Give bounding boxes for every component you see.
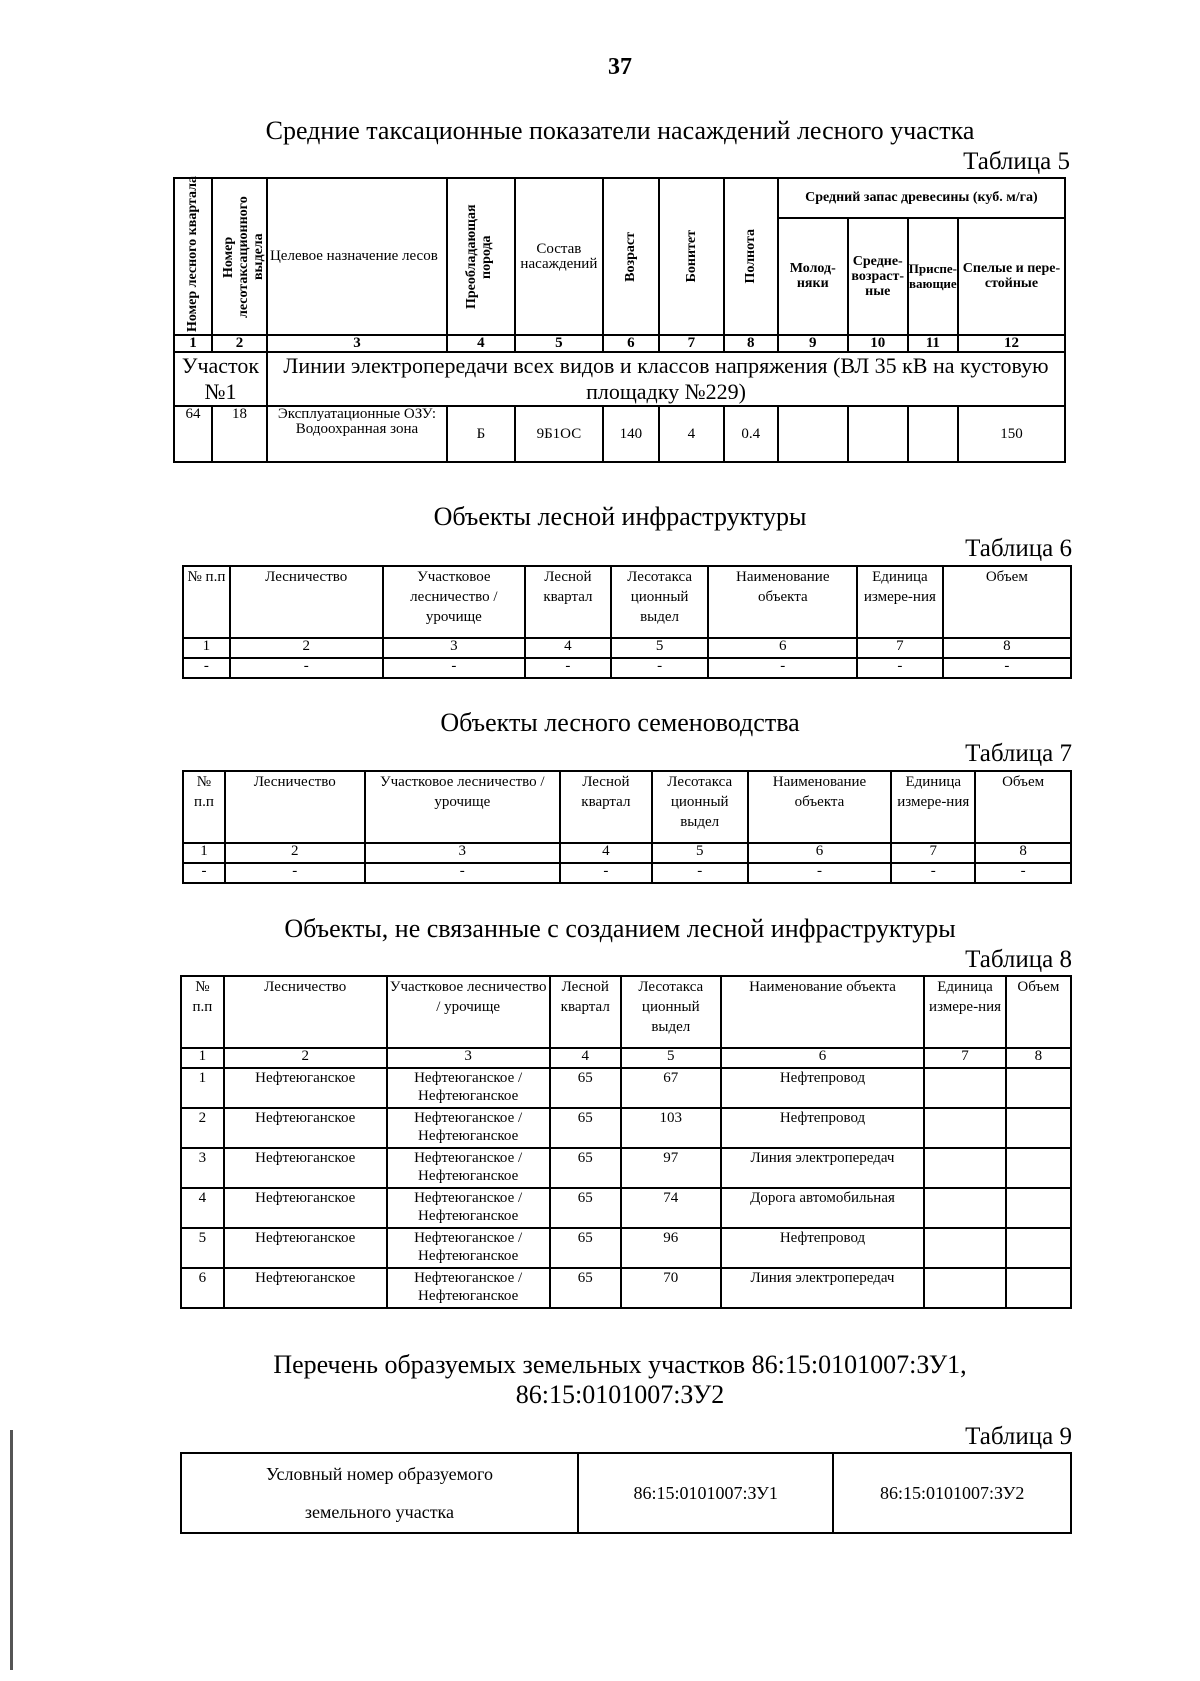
t5-h-sostav: Состав насаждений (515, 178, 603, 335)
t7-cell: - (975, 863, 1071, 883)
t5-num: 4 (447, 335, 515, 352)
t6-num: 8 (943, 638, 1071, 658)
t7-h: Лесничество (225, 771, 365, 843)
t8-cell (1006, 1148, 1071, 1188)
t6-h: Участковое лесничество / урочище (383, 566, 526, 638)
table-row (181, 1148, 1071, 1188)
t6-number-row (183, 638, 1071, 658)
t5-band-text: Линии электропередачи всех видов и классов напряжения (ВЛ 35 кВ на кустовую площадку №229) (267, 352, 1065, 406)
t7-num: 2 (225, 843, 365, 863)
t8-cell: Нефтеюганское / Нефтеюганское (387, 1068, 550, 1108)
t8-num: 2 (224, 1048, 387, 1068)
table-row (181, 1108, 1071, 1148)
t9-heading-line1: Перечень образуемых земельных участков 86:15:0101007:ЗУ1, (273, 1350, 967, 1379)
t7-cell: - (560, 863, 652, 883)
t8-cell: Нефтепровод (721, 1228, 925, 1268)
t9-heading-line2: 86:15:0101007:ЗУ2 (515, 1380, 725, 1409)
t5-cell: 9Б1ОС (515, 406, 603, 462)
table-row (183, 658, 1071, 678)
t6-num: 3 (383, 638, 526, 658)
t7-num: 7 (891, 843, 975, 863)
t8-cell: Нефтепровод (721, 1108, 925, 1148)
t5-h-prisp: Приспе-вающие (908, 218, 958, 336)
t7-cell: - (365, 863, 560, 883)
t5-heading: Средние таксационные показатели насаждений лесного участка (265, 116, 975, 145)
t8-h: Единица измере-ния (924, 976, 1005, 1048)
scan-margin-line (10, 1430, 13, 1670)
t8-cell: Нефтепровод (721, 1068, 925, 1108)
t5-cell (848, 406, 908, 462)
t8-cell: 103 (621, 1108, 721, 1148)
t6-heading: Объекты лесной инфраструктуры (433, 502, 807, 531)
t7-num: 6 (748, 843, 892, 863)
t8-h: Участковое лесничество / урочище (387, 976, 550, 1048)
t9-table (180, 1452, 1072, 1534)
t7-number-row (183, 843, 1071, 863)
t8-num: 8 (1006, 1048, 1071, 1068)
t8-num: 3 (387, 1048, 550, 1068)
t8-cell: Нефтеюганское (224, 1228, 387, 1268)
t5-cell: 140 (603, 406, 659, 462)
t8-cell: Нефтеюганское (224, 1068, 387, 1108)
t5-h-molod: Молод-няки (778, 218, 848, 336)
t5-num: 6 (603, 335, 659, 352)
t5-h-poroda: Преобладающая порода (447, 178, 515, 335)
t8-cell: 65 (550, 1228, 621, 1268)
t8-cell: 2 (181, 1108, 224, 1148)
t8-cell (924, 1228, 1005, 1268)
t8-num: 5 (621, 1048, 721, 1068)
t6-cell: - (230, 658, 383, 678)
t7-num: 4 (560, 843, 652, 863)
t8-cell: Дорога автомобильная (721, 1188, 925, 1228)
t7-num: 3 (365, 843, 560, 863)
t5-num: 5 (515, 335, 603, 352)
t8-cell: Линия электропередач (721, 1268, 925, 1308)
t6-num: 7 (857, 638, 943, 658)
t8-table (180, 975, 1072, 1309)
t8-cell: 3 (181, 1148, 224, 1188)
t6-caption: Таблица 6 (965, 535, 1072, 562)
t8-cell: 4 (181, 1188, 224, 1228)
t7-h: Единица измере-ния (891, 771, 975, 843)
t7-h: Объем (975, 771, 1071, 843)
t8-cell: 65 (550, 1188, 621, 1228)
t5-num: 9 (778, 335, 848, 352)
page-number: 37 (608, 54, 632, 80)
t8-cell (1006, 1268, 1071, 1308)
t8-cell: Нефтеюганское (224, 1148, 387, 1188)
t7-cell: - (183, 863, 225, 883)
t9-value-1: 86:15:0101007:ЗУ1 (578, 1453, 833, 1533)
t8-cell: 1 (181, 1068, 224, 1108)
t9-value-2: 86:15:0101007:ЗУ2 (833, 1453, 1071, 1533)
t8-cell (1006, 1108, 1071, 1148)
t9-caption: Таблица 9 (965, 1423, 1072, 1450)
t7-table (182, 770, 1072, 884)
t8-cell: 70 (621, 1268, 721, 1308)
t5-cell: 18 (212, 406, 267, 462)
t7-cell: - (748, 863, 892, 883)
t8-cell: Нефтеюганское (224, 1268, 387, 1308)
table-row (181, 1268, 1071, 1308)
t7-h: Лесотакса ционный выдел (652, 771, 748, 843)
t5-band-label: Участок №1 (174, 352, 267, 406)
t8-cell (1006, 1188, 1071, 1228)
t8-cell: 65 (550, 1268, 621, 1308)
t8-num: 4 (550, 1048, 621, 1068)
t8-cell: Нефтеюганское (224, 1108, 387, 1148)
t5-caption: Таблица 5 (963, 148, 1070, 175)
t8-h: Лесничество (224, 976, 387, 1048)
t8-cell: 65 (550, 1108, 621, 1148)
t6-h: Объем (943, 566, 1071, 638)
t6-table (182, 565, 1072, 679)
t6-h: Лесотакса ционный выдел (611, 566, 709, 638)
t5-h-vydel: Номер лесотаксационного выдела (212, 178, 267, 335)
t5-h-kvartal: Номер лесного квартала (174, 178, 212, 335)
t8-cell: Нефтеюганское / Нефтеюганское (387, 1108, 550, 1148)
t7-cell: - (225, 863, 365, 883)
t5-num: 8 (724, 335, 778, 352)
t6-h: № п.п (183, 566, 230, 638)
t8-num: 7 (924, 1048, 1005, 1068)
t5-h-sredne: Средне-возраст-ные (848, 218, 908, 336)
t5-num: 11 (908, 335, 958, 352)
t5-cell: 0.4 (724, 406, 778, 462)
t6-h: Наименование объекта (708, 566, 857, 638)
t6-cell: - (611, 658, 709, 678)
t5-num: 12 (958, 335, 1065, 352)
t8-cell: 65 (550, 1068, 621, 1108)
t8-cell (1006, 1228, 1071, 1268)
t8-cell: 97 (621, 1148, 721, 1188)
t8-number-row (181, 1048, 1071, 1068)
t8-cell: 5 (181, 1228, 224, 1268)
t8-h: Лесной квартал (550, 976, 621, 1048)
t5-cell: 64 (174, 406, 212, 462)
t5-cell (778, 406, 848, 462)
t8-cell: Нефтеюганское / Нефтеюганское (387, 1228, 550, 1268)
t8-num: 6 (721, 1048, 925, 1068)
t8-heading: Объекты, не связанные с созданием лесной инфраструктуры (284, 914, 956, 943)
t5-h-bonitet: Бонитет (659, 178, 724, 335)
t5-h-naznachenie: Целевое назначение лесов (267, 178, 447, 335)
t6-cell: - (183, 658, 230, 678)
t8-cell (924, 1188, 1005, 1228)
t8-h: Лесотакса ционный выдел (621, 976, 721, 1048)
t7-cell: - (652, 863, 748, 883)
t8-cell: 67 (621, 1068, 721, 1108)
t6-num: 5 (611, 638, 709, 658)
t9-heading (180, 1350, 1060, 1410)
t5-num: 1 (174, 335, 212, 352)
t5-h-polnota: Полнота (724, 178, 778, 335)
t6-num: 1 (183, 638, 230, 658)
t8-cell (1006, 1068, 1071, 1108)
table-row (181, 1188, 1071, 1228)
t7-num: 8 (975, 843, 1071, 863)
t5-h-spelye: Спелые и пере-стойные (958, 218, 1065, 336)
t8-cell: 6 (181, 1268, 224, 1308)
t8-cell: Нефтеюганское / Нефтеюганское (387, 1268, 550, 1308)
t8-caption: Таблица 8 (965, 946, 1072, 973)
t8-cell (924, 1268, 1005, 1308)
t8-cell: Нефтеюганское / Нефтеюганское (387, 1148, 550, 1188)
t5-num: 3 (267, 335, 447, 352)
t7-num: 5 (652, 843, 748, 863)
t8-cell (924, 1068, 1005, 1108)
t6-cell: - (943, 658, 1071, 678)
table-row (181, 1228, 1071, 1268)
t5-num: 10 (848, 335, 908, 352)
t8-cell: 65 (550, 1148, 621, 1188)
t6-h: Лесной квартал (525, 566, 611, 638)
table-row (181, 1068, 1071, 1108)
t6-h: Единица измере-ния (857, 566, 943, 638)
t5-num: 7 (659, 335, 724, 352)
t6-cell: - (857, 658, 943, 678)
t5-num: 2 (212, 335, 267, 352)
t5-h-zapas-group: Средний запас древесины (куб. м/га) (778, 178, 1065, 218)
t5-number-row (174, 335, 1065, 352)
t8-cell: Нефтеюганское (224, 1188, 387, 1228)
table-row (183, 863, 1071, 883)
t5-table (173, 177, 1066, 463)
t8-cell: Линия электропередач (721, 1148, 925, 1188)
t8-body (181, 1068, 1071, 1308)
t5-cell: Б (447, 406, 515, 462)
t7-heading: Объекты лесного семеноводства (440, 708, 800, 737)
t6-cell: - (708, 658, 857, 678)
t5-band-row (174, 352, 1065, 406)
t8-h: № п.п (181, 976, 224, 1048)
t6-cell: - (383, 658, 526, 678)
t8-h: Объем (1006, 976, 1071, 1048)
t7-caption: Таблица 7 (965, 740, 1072, 767)
t8-num: 1 (181, 1048, 224, 1068)
t8-cell (924, 1148, 1005, 1188)
t5-cell: 150 (958, 406, 1065, 462)
t6-num: 2 (230, 638, 383, 658)
t6-num: 6 (708, 638, 857, 658)
t8-h: Наименование объекта (721, 976, 925, 1048)
t5-cell (908, 406, 958, 462)
t5-cell: 4 (659, 406, 724, 462)
t7-h: Наименование объекта (748, 771, 892, 843)
t8-cell: Нефтеюганское / Нефтеюганское (387, 1188, 550, 1228)
t6-cell: - (525, 658, 611, 678)
t8-cell: 96 (621, 1228, 721, 1268)
t7-h: Участковое лесничество / урочище (365, 771, 560, 843)
t7-num: 1 (183, 843, 225, 863)
t6-h: Лесничество (230, 566, 383, 638)
t7-h: Лесной квартал (560, 771, 652, 843)
t5-h-vozrast: Возраст (603, 178, 659, 335)
t8-cell: 74 (621, 1188, 721, 1228)
t7-h: № п.п (183, 771, 225, 843)
t5-cell: Эксплуатационные ОЗУ: Водоохранная зона (267, 406, 447, 462)
t9-label: Условный номер образуемого земельного участка (181, 1453, 578, 1533)
t7-cell: - (891, 863, 975, 883)
t6-num: 4 (525, 638, 611, 658)
t8-cell (924, 1108, 1005, 1148)
table-row (174, 406, 1065, 462)
